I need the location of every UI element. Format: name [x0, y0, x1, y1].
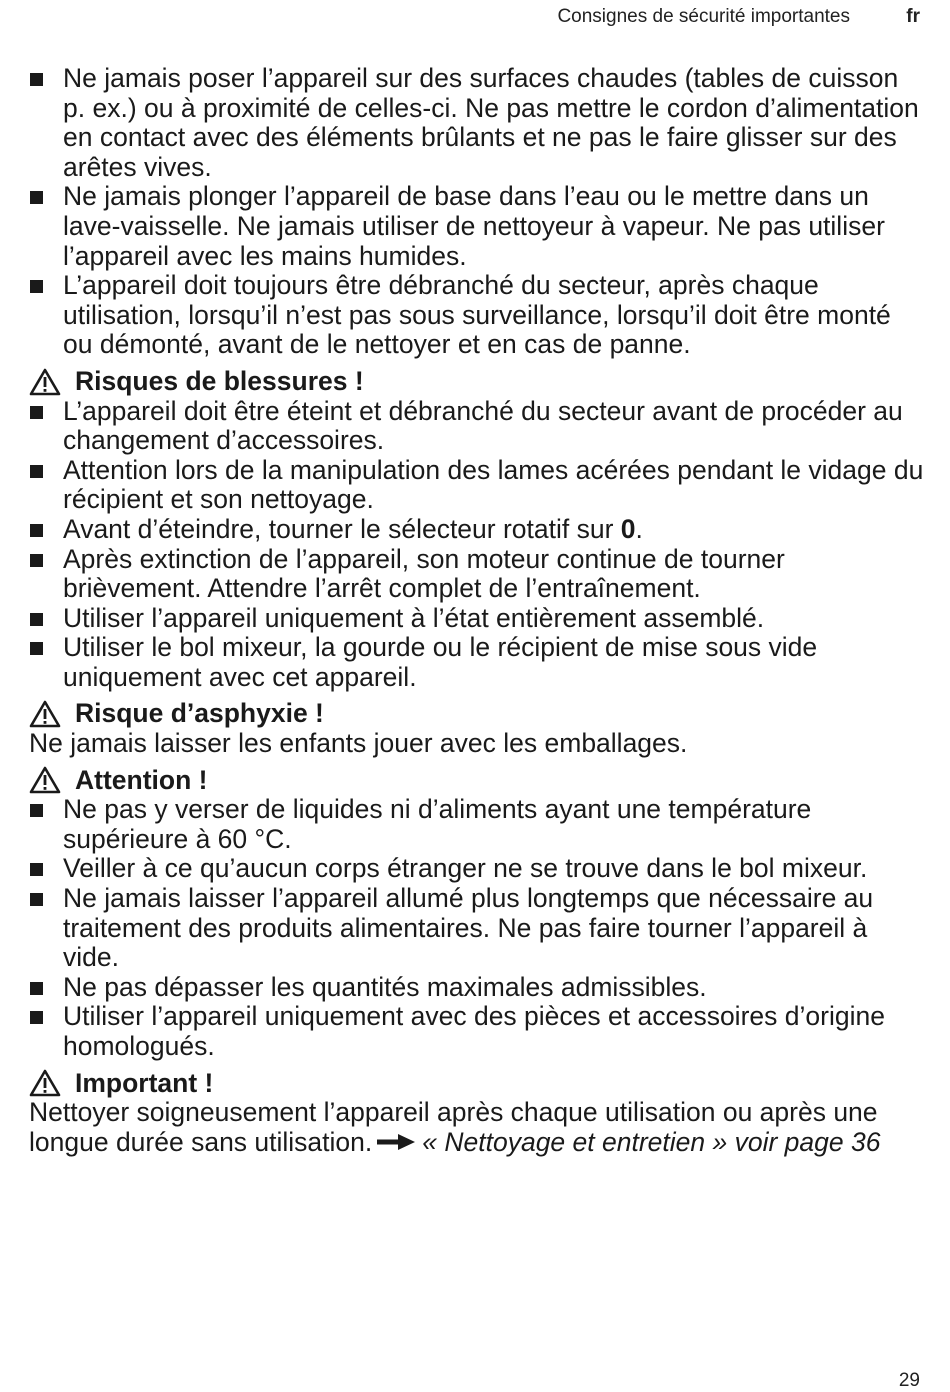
selector-value: 0 — [620, 513, 636, 544]
bullet-square-icon — [30, 280, 43, 293]
bullet-square-icon — [30, 863, 43, 876]
warning-triangle-icon — [29, 368, 61, 396]
list-item: Ne jamais plonger l’appareil de base dans l’eau ou le mettre dans un lave-vaisselle. Ne jamais utiliser de nettoyeur à vapeur. Ne pas utiliser l’appareil avec les mains humides. — [29, 182, 924, 271]
list-item: Après extinction de l’appareil, son moteur continue de tourner brièvement. Attendre l’arrêt complet de l’entraînement. — [29, 545, 924, 604]
intro-list — [29, 64, 924, 360]
injury-list — [29, 397, 924, 693]
list-item: L’appareil doit toujours être débranché du secteur, après chaque utilisation, lorsqu’il n’est pas sous surveillance, lorsqu’il doit être monté ou démonté, avant de le nettoyer et en cas de panne. — [29, 271, 924, 360]
list-item: L’appareil doit être éteint et débranché du secteur avant de procéder au changement d’accessoires. — [29, 397, 924, 456]
cross-reference-link[interactable]: « Nettoyage et entretien » voir page 36 — [422, 1126, 881, 1157]
bullet-square-icon — [30, 73, 43, 86]
page-header — [0, 6, 950, 30]
warning-triangle-icon — [29, 766, 61, 794]
injury-heading: Risques de blessures ! — [29, 367, 924, 397]
list-item: Utiliser l’appareil uniquement avec des pièces et accessoires d’origine homologués. — [29, 1002, 924, 1061]
attention-heading: Attention ! — [29, 766, 924, 796]
arrow-right-icon — [376, 1133, 416, 1151]
suffocation-heading: Risque d’asphyxie ! — [29, 699, 924, 729]
header-title: Consignes de sécurité importantes — [557, 6, 850, 27]
list-item: Attention lors de la manipulation des lames acérées pendant le vidage du récipient et son nettoyage. — [29, 456, 924, 515]
list-item: Ne pas dépasser les quantités maximales admissibles. — [29, 973, 924, 1003]
important-heading: Important ! — [29, 1069, 924, 1099]
warning-triangle-icon — [29, 1069, 61, 1097]
bullet-square-icon — [30, 554, 43, 567]
important-text: Nettoyer soigneusement l’appareil après chaque utilisation ou après une longue durée sans utilisation. « Nettoyage et entretien » voir page 36 — [29, 1097, 881, 1157]
bullet-square-icon — [30, 613, 43, 626]
attention-list — [29, 795, 924, 1061]
list-item: Ne pas y verser de liquides ni d’aliments ayant une température supérieure à 60 °C. — [29, 795, 924, 854]
bullet-square-icon — [30, 465, 43, 478]
bullet-square-icon — [30, 804, 43, 817]
bullet-square-icon — [30, 406, 43, 419]
warning-triangle-icon — [29, 700, 61, 728]
suffocation-text: Ne jamais laisser les enfants jouer avec les emballages. — [29, 728, 688, 759]
bullet-square-icon — [30, 642, 43, 655]
bullet-square-icon — [30, 191, 43, 204]
safety-content — [29, 64, 924, 1157]
list-item: Utiliser l’appareil uniquement à l’état entièrement assemblé. — [29, 604, 924, 634]
list-item: Ne jamais laisser l’appareil allumé plus longtemps que nécessaire au traitement des produits alimentaires. Ne pas faire tourner l’appareil à vide. — [29, 884, 924, 973]
bullet-square-icon — [30, 1011, 43, 1024]
page-number: 29 — [898, 1370, 920, 1391]
list-item: Veiller à ce qu’aucun corps étranger ne se trouve dans le bol mixeur. — [29, 854, 924, 884]
language-code: fr — [906, 6, 920, 27]
bullet-square-icon — [30, 524, 43, 537]
list-item: Avant d’éteindre, tourner le sélecteur rotatif sur 0. — [29, 515, 924, 545]
list-item: Utiliser le bol mixeur, la gourde ou le récipient de mise sous vide uniquement avec cet appareil. — [29, 633, 924, 692]
bullet-square-icon — [30, 982, 43, 995]
bullet-square-icon — [30, 893, 43, 906]
list-item: Ne jamais poser l’appareil sur des surfaces chaudes (tables de cuisson p. ex.) ou à proximité de celles-ci. Ne pas mettre le cordon d’alimentation en contact avec des éléments brûlants et ne pas le faire glisser sur des arêtes vives. — [29, 64, 924, 182]
